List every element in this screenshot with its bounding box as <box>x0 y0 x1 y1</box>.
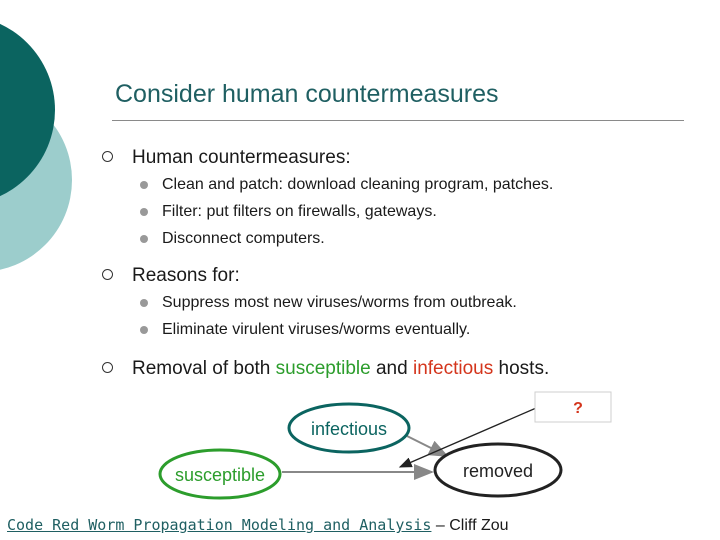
dot-bullet-icon <box>140 181 148 189</box>
footer-paper-link[interactable]: Code Red Worm Propagation Modeling and Analysis <box>7 516 432 534</box>
dot-bullet-icon <box>140 326 148 334</box>
arrow-infectious-to-removed <box>407 436 447 456</box>
hollow-circle-bullet-icon <box>102 151 113 162</box>
bullet-removal: Removal of both susceptible and infectious hosts. <box>132 358 549 380</box>
sub-bullet-eliminate: Eliminate virulent viruses/worms eventually. <box>162 321 470 339</box>
bullet-reasons-for: Reasons for: <box>132 265 240 287</box>
footer-author: – Cliff Zou <box>435 517 509 534</box>
node-removed-label: removed <box>462 461 534 481</box>
footer <box>7 516 509 535</box>
slide-title: Consider human countermeasures <box>115 80 499 108</box>
dot-bullet-icon <box>140 299 148 307</box>
hollow-circle-bullet-icon <box>102 269 113 280</box>
question-mark: ? <box>573 400 583 417</box>
state-diagram <box>0 380 720 500</box>
title-divider <box>112 120 684 121</box>
sub-bullet-disconnect: Disconnect computers. <box>162 230 325 248</box>
node-susceptible-label: susceptible <box>174 465 266 485</box>
bullet-human-countermeasures: Human countermeasures: <box>132 147 351 169</box>
node-infectious-label: infectious <box>310 419 388 439</box>
sub-bullet-suppress: Suppress most new viruses/worms from outbreak. <box>162 294 517 312</box>
sub-bullet-clean-patch: Clean and patch: download cleaning program, patches. <box>162 176 553 194</box>
dot-bullet-icon <box>140 235 148 243</box>
dot-bullet-icon <box>140 208 148 216</box>
decorative-circles <box>0 0 120 300</box>
hollow-circle-bullet-icon <box>102 362 113 373</box>
sub-bullet-filter: Filter: put filters on firewalls, gateways. <box>162 203 437 221</box>
